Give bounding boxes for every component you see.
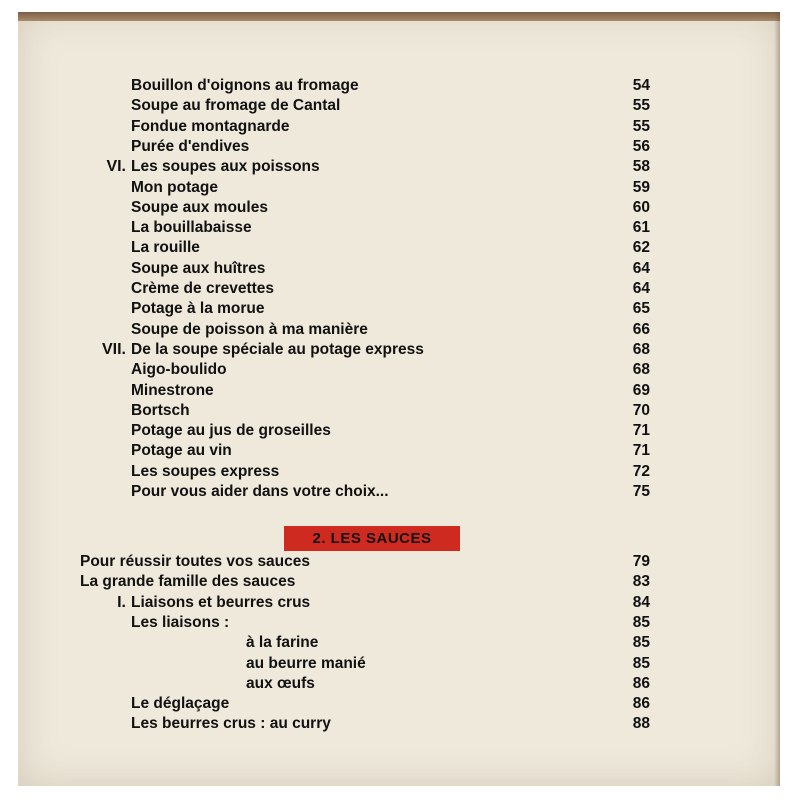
- toc-entry: [18, 714, 780, 734]
- toc-entry-title: Crème de crevettes: [131, 280, 275, 297]
- toc-page-number: 65: [632, 300, 650, 318]
- toc-entry-title: Soupe de poisson à ma manière: [131, 320, 368, 338]
- toc-entry: [18, 76, 780, 96]
- toc-page-number: 55: [632, 97, 650, 115]
- toc-entry: [18, 320, 780, 340]
- toc-page-number: 56: [632, 137, 650, 155]
- toc-page-number: 55: [632, 117, 650, 135]
- toc-entry: [18, 401, 780, 421]
- toc-entry: [18, 613, 780, 633]
- toc-entry-title: aux œufs: [246, 674, 315, 692]
- toc-entry: [18, 279, 780, 299]
- toc-entry-title: Aigo-boulido: [131, 361, 227, 379]
- toc-page-number: 71: [632, 422, 650, 440]
- toc-entry-title: Mon potage: [131, 178, 218, 196]
- toc-entry-title: Pour réussir toutes vos sauces: [80, 553, 311, 570]
- toc-page-number: 66: [632, 320, 650, 338]
- toc-page-number: 64: [632, 259, 650, 277]
- toc-entry: [18, 441, 780, 461]
- toc-entry: [18, 360, 780, 380]
- toc-page-number: 68: [632, 340, 650, 358]
- toc-entry: [18, 299, 780, 319]
- toc-page-number: 54: [632, 77, 650, 94]
- toc-page-number: 85: [632, 634, 650, 652]
- toc-entry: [18, 552, 780, 572]
- toc-page-number: 85: [632, 654, 650, 672]
- toc-entry: [18, 96, 780, 116]
- toc-entry: [18, 633, 780, 653]
- toc-entry-title: Les soupes aux poissons: [131, 158, 320, 176]
- toc-page-number: 70: [632, 401, 650, 419]
- toc-entry-title: Minestrone: [131, 381, 214, 399]
- toc-entry-title: Pour vous aider dans votre choix...: [131, 483, 389, 500]
- toc-entry: [18, 654, 780, 674]
- toc-entry-title: Bortsch: [131, 401, 190, 419]
- toc-page-number: 62: [632, 239, 650, 257]
- toc-entry: [18, 593, 780, 613]
- toc-entry: [18, 137, 780, 157]
- toc-entry: [18, 238, 780, 258]
- toc-entry: [18, 340, 780, 360]
- toc-entry-title: Purée d'endives: [131, 137, 250, 155]
- toc-entry-title: Soupe aux huîtres: [131, 259, 266, 277]
- toc-roman-numeral: VII.: [101, 340, 126, 358]
- toc-entry-title: au beurre manié: [246, 654, 366, 672]
- toc-entry-title: La rouille: [131, 239, 200, 257]
- toc-entry-title: Potage au vin: [131, 442, 232, 460]
- book-page: [18, 12, 780, 786]
- toc-roman-numeral: VI.: [106, 158, 126, 176]
- toc-page-number: 69: [632, 381, 650, 399]
- toc-entry: [18, 259, 780, 279]
- toc-entry-title: Potage au jus de groseilles: [131, 422, 331, 440]
- section-banner: 2. LES SAUCES: [284, 526, 460, 551]
- toc-entry-title: Les beurres crus : au curry: [131, 715, 331, 733]
- toc-entry-title: Les soupes express: [131, 462, 280, 480]
- toc-entry-title: Fondue montagnarde: [131, 117, 290, 135]
- toc-page-number: 71: [632, 442, 650, 460]
- toc-page-number: 86: [632, 674, 650, 692]
- toc-page-number: 83: [632, 573, 650, 591]
- toc-page-number: 61: [632, 219, 650, 237]
- toc-entry-title: Le déglaçage: [131, 695, 230, 713]
- toc-entry: [18, 462, 780, 482]
- toc-entry: [18, 482, 780, 502]
- toc-entry-title: De la soupe spéciale au potage express: [131, 340, 424, 358]
- toc-page-number: 60: [632, 198, 650, 216]
- toc-page-number: 84: [632, 593, 650, 611]
- toc-page-number: 58: [632, 158, 650, 176]
- toc-entry: [18, 381, 780, 401]
- toc-entry: [18, 117, 780, 137]
- toc-entry-title: Bouillon d'oignons au fromage: [131, 77, 359, 94]
- toc-page-number: 72: [632, 462, 650, 480]
- table-of-contents: [18, 12, 780, 786]
- toc-entry: [18, 157, 780, 177]
- toc-entry-title: à la farine: [246, 634, 319, 652]
- toc-entry: [18, 218, 780, 238]
- toc-entry: [18, 674, 780, 694]
- toc-page-number: 68: [632, 361, 650, 379]
- toc-entry: [18, 198, 780, 218]
- toc-entry-title: Les liaisons :: [131, 613, 230, 631]
- toc-page-number: 86: [632, 695, 650, 713]
- toc-entry-title: Soupe aux moules: [131, 198, 268, 216]
- toc-entry: [18, 178, 780, 198]
- toc-page-number: 88: [632, 715, 650, 733]
- toc-entry: [18, 694, 780, 714]
- toc-page-number: 85: [632, 613, 650, 631]
- toc-entry-title: La grande famille des sauces: [80, 573, 296, 591]
- toc-page-number: 75: [632, 483, 650, 500]
- toc-entry: [18, 572, 780, 592]
- toc-roman-numeral: I.: [117, 593, 126, 611]
- toc-entry: [18, 421, 780, 441]
- toc-entry-title: Potage à la morue: [131, 300, 265, 318]
- toc-entry-title: La bouillabaisse: [131, 219, 252, 237]
- toc-entry-title: Liaisons et beurres crus: [131, 593, 311, 611]
- toc-page-number: 59: [632, 178, 650, 196]
- toc-entry-title: Soupe au fromage de Cantal: [131, 97, 341, 115]
- toc-page-number: 79: [632, 553, 650, 570]
- toc-page-number: 64: [632, 280, 650, 297]
